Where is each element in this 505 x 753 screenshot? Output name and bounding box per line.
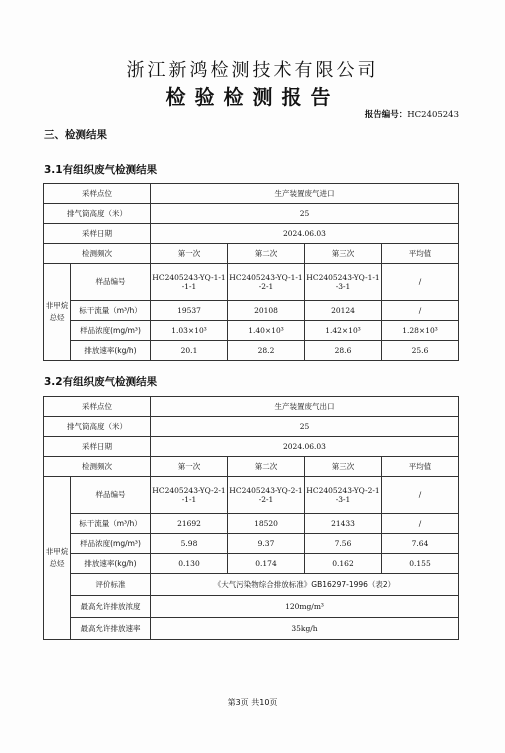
- emission-rate-label: 排放速率(kg/h): [71, 341, 151, 361]
- table-cell: /: [382, 301, 459, 321]
- table-cell: 7.56: [305, 534, 382, 554]
- table-row: [44, 264, 459, 301]
- table-cell: 20124: [305, 301, 382, 321]
- table-row: [44, 477, 459, 514]
- table-cell: 1.28×10³: [382, 321, 459, 341]
- column-header: 第三次: [305, 244, 382, 264]
- table-cell: 0.174: [228, 554, 305, 574]
- table-cell: 1.42×10³: [305, 321, 382, 341]
- report-number: [365, 108, 459, 120]
- column-header: 第二次: [228, 244, 305, 264]
- max-concentration-label: 最高允许排放浓度: [71, 596, 151, 618]
- table-cell: 5.98: [151, 534, 228, 554]
- table-row: [44, 574, 459, 596]
- sampling-point-value: 生产装置废气进口: [151, 184, 459, 204]
- table-cell: 9.37: [228, 534, 305, 554]
- table-row: [44, 397, 459, 417]
- table-cell: HC2405243-YQ-1-1-3-1: [305, 264, 382, 301]
- report-number-value: HC2405243: [407, 110, 459, 120]
- table-cell: HC2405243-YQ-2-1-2-1: [228, 477, 305, 514]
- table-cell: 25.6: [382, 341, 459, 361]
- max-rate-value: 35kg/h: [151, 618, 459, 640]
- sample-id-label: 样品编号: [71, 477, 151, 514]
- column-header: 平均值: [382, 244, 459, 264]
- concentration-label: 样品浓度(mg/m³): [71, 321, 151, 341]
- frequency-label: 检测频次: [44, 457, 151, 477]
- table-cell: 7.64: [382, 534, 459, 554]
- sampling-date-label: 采样日期: [44, 437, 151, 457]
- flow-label: 标干流量（m³/h）: [71, 514, 151, 534]
- table-row: [44, 618, 459, 640]
- stack-height-label: 排气筒高度（米）: [44, 204, 151, 224]
- table-row: [44, 301, 459, 321]
- pollutant-group-label: 非甲烷总烃: [44, 264, 71, 361]
- column-header: 第一次: [151, 457, 228, 477]
- column-header: 第三次: [305, 457, 382, 477]
- company-name: 浙江新鸿检测技术有限公司: [126, 60, 379, 81]
- sampling-point-value: 生产装置废气出口: [151, 397, 459, 417]
- emission-rate-label: 排放速率(kg/h): [71, 554, 151, 574]
- sample-id-label: 样品编号: [71, 264, 151, 301]
- sampling-point-label: 采样点位: [44, 397, 151, 417]
- table-row: [44, 596, 459, 618]
- standard-label: 评价标准: [71, 574, 151, 596]
- table-cell: 1.40×10³: [228, 321, 305, 341]
- table-cell: HC2405243-YQ-1-1-2-1: [228, 264, 305, 301]
- table-row: [44, 437, 459, 457]
- table-row: [44, 184, 459, 204]
- table-row: [44, 417, 459, 437]
- table-cell: 28.6: [305, 341, 382, 361]
- column-header: 第二次: [228, 457, 305, 477]
- table-row: [44, 534, 459, 554]
- column-header: 平均值: [382, 457, 459, 477]
- table-cell: 18520: [228, 514, 305, 534]
- results-table-inlet: [43, 183, 459, 361]
- table-cell: 0.130: [151, 554, 228, 574]
- table-cell: 21692: [151, 514, 228, 534]
- table-cell: 19537: [151, 301, 228, 321]
- table-cell: 28.2: [228, 341, 305, 361]
- report-number-label: 报告编号：: [364, 110, 408, 120]
- table-cell: /: [382, 477, 459, 514]
- table2-heading: 3.2有组织废气检测结果: [44, 376, 158, 388]
- sampling-date-value: 2024.06.03: [151, 437, 459, 457]
- sampling-date-label: 采样日期: [44, 224, 151, 244]
- table-cell: /: [382, 514, 459, 534]
- stack-height-label: 排气筒高度（米）: [44, 417, 151, 437]
- sampling-point-label: 采样点位: [44, 184, 151, 204]
- concentration-label: 样品浓度(mg/m³): [71, 534, 151, 554]
- table-cell: 21433: [305, 514, 382, 534]
- table-row: [44, 321, 459, 341]
- results-table-outlet: [43, 396, 459, 640]
- document-title: 检验检测报告: [165, 85, 340, 109]
- sampling-date-value: 2024.06.03: [151, 224, 459, 244]
- table-row: [44, 224, 459, 244]
- table-cell: /: [382, 264, 459, 301]
- table-cell: 0.155: [382, 554, 459, 574]
- table1-heading: 3.1有组织废气检测结果: [44, 164, 158, 176]
- stack-height-value: 25: [151, 417, 459, 437]
- flow-label: 标干流量（m³/h）: [71, 301, 151, 321]
- table-cell: HC2405243-YQ-2-1-1-1: [151, 477, 228, 514]
- table-row: [44, 204, 459, 224]
- stack-height-value: 25: [151, 204, 459, 224]
- max-rate-label: 最高允许排放速率: [71, 618, 151, 640]
- table-row: [44, 554, 459, 574]
- table-cell: HC2405243-YQ-1-1-1-1: [151, 264, 228, 301]
- table-cell: 0.162: [305, 554, 382, 574]
- frequency-label: 检测频次: [44, 244, 151, 264]
- table-cell: HC2405243-YQ-2-1-3-1: [305, 477, 382, 514]
- section-heading: 三、检测结果: [44, 129, 107, 141]
- page-footer: 第3页 共10页: [227, 698, 278, 707]
- table-cell: 20108: [228, 301, 305, 321]
- table-row: [44, 514, 459, 534]
- column-header: 第一次: [151, 244, 228, 264]
- table-row: [44, 457, 459, 477]
- table-cell: 1.03×10³: [151, 321, 228, 341]
- table-cell: 20.1: [151, 341, 228, 361]
- table-row: [44, 244, 459, 264]
- standard-value: 《大气污染物综合排放标准》GB16297-1996（表2）: [151, 574, 459, 596]
- max-concentration-value: 120mg/m³: [151, 596, 459, 618]
- table-row: [44, 341, 459, 361]
- pollutant-group-label: 非甲烷总烃: [44, 477, 71, 640]
